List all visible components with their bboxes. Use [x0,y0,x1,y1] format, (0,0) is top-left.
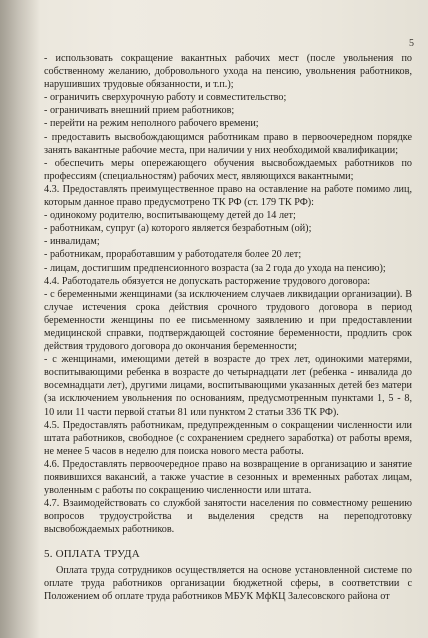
clause-4-3: 4.3. Предоставлять преимущественное право на оставление на работе помимо лиц, которым данное право предусмотрено ТК РФ (ст. 179 ТК РФ): [44,183,412,209]
list-item: - лицам, достигшим предпенсионного возраста (за 2 года до ухода на пенсию); [44,262,386,274]
list-item: - одинокому родителю, воспитывающему детей до 14 лет; [44,210,296,222]
page-fold-shadow [0,0,40,638]
page-number: 5 [409,38,414,49]
list-item: - ограничивать внешний прием работников; [44,105,235,117]
list-item: - с беременными женщинами (за исключением случаев ликвидации организации). В случае истечения срока действия срочного трудового договора в период беременности женщины по ее письменному заявлению и при предоставлении медицинской справки, подтверждающей состояние беременности, продлить срок действия трудового договора до окончания беременности; [44,288,412,353]
clause-4-4: 4.4. Работодатель обязуется не допускать расторжение трудового договора: [44,275,371,287]
list-item: - с женщинами, имеющими детей в возрасте до трех лет, одинокими матерями, воспитывающими ребенка в возрасте до четырнадцати лет (ребенка - инвалида до восемнадцати лет), другими лицами, воспитывающими указанных детей без матери (за исключением увольнения по основаниям, предусмотренным пунктами 1, 5 - 8, 10 или 11 части первой статьи 81 или пунктом 2 статьи 336 ТК РФ). [44,354,412,418]
list-item: - работникам, супруг (а) которого является безработным (ой); [44,223,312,235]
section-heading: 5. ОПЛАТА ТРУДА [44,548,140,561]
clause-4-5: 4.5. Предоставлять работникам, предупрежденным о сокращении численности или штата работников, свободное (с сохранением среднего заработка) от работы время, не менее 5 часов в неделю для поиска нового места работы. [44,419,412,457]
list-item: - работникам, проработавшим у работодателя более 20 лет; [44,249,302,261]
section-5-paragraph: Оплата труда сотрудников осуществляется на основе установленной системе по оплате труда работников организации бюджетной сферы, в соответствии с Положением об оплате труда работников МБУК МфКЦ Залесовского района от [44,564,412,602]
list-item: - ограничить сверхурочную работу и совместительство; [44,92,287,104]
clause-4-7: 4.7. Взаимодействовать со службой занятости населения по совместному решению вопросов трудоустройства и выделения средств на переподготовку высвобождаемых работников. [44,498,412,536]
list-item: - предоставить высвобождающимся работникам право в первоочередном порядке занять вакантные рабочие места, при наличии у них необходимой квалификации; [44,131,412,156]
document-body [44,52,412,603]
clause-4-6: 4.6. Предоставлять первоочередное право на возвращение в организацию и занятие появившихся вакансий, а также участие в сезонных и временных работах лицам, уволенным с работы по сокращению численности или штата. [44,458,412,497]
list-item: - обеспечить меры опережающего обучения высвобождаемых работников по профессиям (специальностям) рабочих мест, являющихся вакантными; [44,157,412,182]
list-item: - инвалидам; [44,236,100,248]
list-item: - перейти на режим неполного рабочего времени; [44,118,259,130]
list-item: - использовать сокращение вакантных рабочих мест (после увольнения по собственному желанию, добровольного ухода на пенсию, увольнения работников, нарушивших трудовые обязанности, и т.п.); [44,53,412,91]
